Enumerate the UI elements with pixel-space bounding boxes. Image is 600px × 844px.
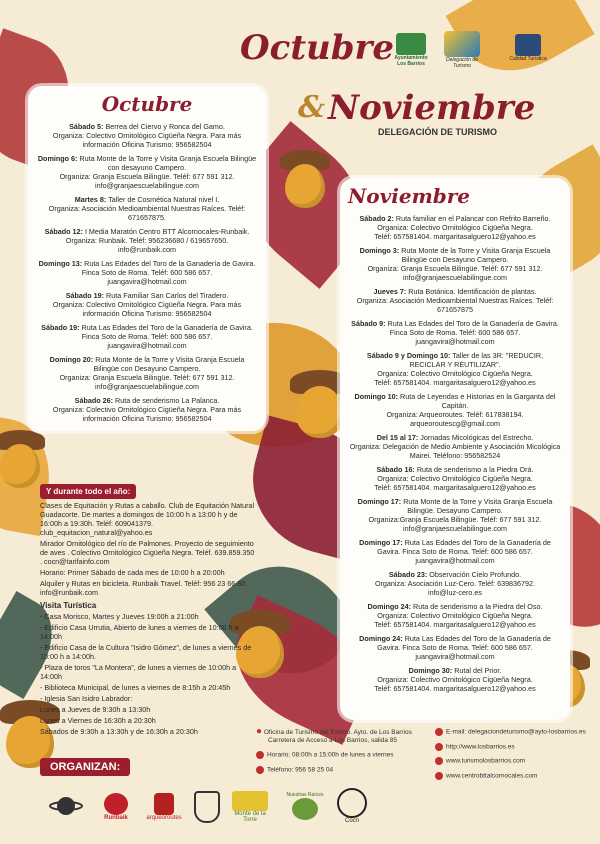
logo-saturn bbox=[48, 790, 84, 822]
event-line: Ruta Monte de la Torre y Visita Granja Escuela Bilingüe. Desayuno Campero. bbox=[403, 497, 553, 515]
event-item bbox=[348, 433, 562, 460]
event-line: Organiza: Asociación Medioambiental Nuestras Raíces. Teléf: 671657875. bbox=[48, 204, 246, 222]
event-date: Domingo 20: bbox=[49, 355, 94, 364]
event-item bbox=[348, 319, 562, 346]
logo-escudo bbox=[192, 790, 222, 824]
contact-left bbox=[256, 728, 426, 774]
event-line: Organiza: Colectivo Ornitológico Cigüeña Negra. Para más información Oficina Turismo: 956582504 bbox=[52, 131, 242, 149]
email-line[interactable]: E-mail: delegaciondeturismo@ayto-losbarrios.es bbox=[435, 728, 595, 737]
event-line: juangavira@hotmail.com bbox=[107, 341, 187, 350]
event-date: Sábado 5: bbox=[69, 122, 104, 131]
event-date: Domingo 17: bbox=[357, 497, 402, 506]
event-line: Ruta Monte de la Torre y Visita Granja Escuela Bilingüe con desayuno Campero. bbox=[79, 154, 257, 172]
web-icon bbox=[435, 743, 443, 751]
visita-item: - Iglesia San Isidro Labrador: bbox=[40, 694, 133, 703]
subtitle: DELEGACIÓN DE TURISMO bbox=[378, 127, 498, 137]
event-line: Ruta Las Edades del Toro de la Ganadería de Gavira. Finca Soto de Roma. Teléf: 600 586 657. bbox=[81, 323, 253, 341]
event-line: Ruta de senderismo a la Piedra del Oso. bbox=[413, 602, 543, 611]
event-line: Ruta Las Edades del Toro de la Ganadería de Gavira. Finca Soto de Roma. Teléf: 600 586 657. bbox=[81, 259, 256, 277]
logo-ayuntamiento: Ayuntamiento Los Barrios bbox=[390, 28, 432, 72]
event-item bbox=[348, 497, 562, 533]
event-line: arqueoroutescg@gmail.com bbox=[410, 419, 500, 428]
event-line: Organiza: Arqueoroutes. Teléf: 617838194. bbox=[386, 410, 524, 419]
event-item bbox=[348, 392, 562, 428]
event-item bbox=[36, 195, 258, 222]
event-line: Organiza: Runbaik. Teléf: 956236680 / 619657650. bbox=[65, 236, 229, 245]
horario-line: Horario: 08:00h a 15:00h de lunes a viernes bbox=[256, 751, 426, 760]
logo-monte-de-la-torre: Monte de la Torre bbox=[228, 790, 272, 824]
event-line: juangavira@hotmail.com bbox=[415, 652, 495, 661]
year-item: Alquiler y Rutas en bicicleta. Runbaik Travel. Teléf: 956 23 66 80. info@runbaik.com bbox=[40, 579, 248, 597]
event-line: Ruta de senderismo a la Piedra Orá. bbox=[416, 465, 534, 474]
event-date: Jueves 7: bbox=[373, 287, 407, 296]
event-date: Domingo 13: bbox=[38, 259, 83, 268]
event-line: Ruta familiar en el Palancar con Refrito Barreño. bbox=[395, 214, 551, 223]
event-date: Sábado 2: bbox=[359, 214, 394, 223]
direccion-line: Carretera de Acceso a Los Barrios, salida 85 bbox=[268, 737, 397, 744]
event-line: Ruta de Leyendas e Historias en la Garganta del Capitán. bbox=[400, 392, 556, 410]
event-line: Organiza: Colectivo Ornitológico Cigüeña Negra. Para más información Oficina Turismo: 956582504 bbox=[52, 405, 242, 423]
event-line: Organiza: Colectivo Ornitológico Cigüeña Negra. bbox=[377, 474, 533, 483]
visita-item: Lunes a Jueves de 9:30h a 13:30h bbox=[40, 705, 151, 714]
event-item bbox=[36, 355, 258, 391]
todo-el-ano-header: Y durante todo el año: bbox=[40, 484, 136, 499]
event-line: Organiza: Colectivo Ornitológico Cigüeña Negra. bbox=[377, 223, 533, 232]
event-date: Domingo 3: bbox=[359, 246, 400, 255]
octubre-panel bbox=[28, 86, 266, 431]
event-item bbox=[348, 538, 562, 565]
event-line: Organiza: Asociación Luz-Cero. Teléf: 639836792. bbox=[374, 579, 536, 588]
event-line: Taller de Cosmética Natural nivel I. bbox=[108, 195, 220, 204]
visita-item: - Casa Morisco, Martes y Jueves 19:00h a 21:00h bbox=[40, 612, 199, 621]
logo-cocn: Cocn bbox=[335, 788, 369, 824]
year-item: Mirador Ornitológico del río de Palmones. Proyecto de seguimiento de aves . Colectivo Ornitológico Cigüeña Negra. Teléf. 639.859.350 . cocn@tarifainfo.com bbox=[40, 539, 255, 566]
event-item bbox=[348, 351, 562, 387]
event-date: Martes 8: bbox=[74, 195, 107, 204]
event-item bbox=[36, 259, 258, 286]
octubre-events bbox=[36, 122, 258, 423]
visita-item: - Edificio Casa Urrutia, Abierto de lunes a viernes de 10:00 h a 14:00h bbox=[40, 623, 239, 641]
event-line: info@granjaescuelabilingue.com bbox=[95, 382, 199, 391]
event-item bbox=[36, 122, 258, 149]
event-date: Sábado 16: bbox=[376, 465, 415, 474]
event-item bbox=[348, 246, 562, 282]
logo-arqueoroutes: arqueoroutes bbox=[146, 790, 182, 824]
event-line: Organiza: Asociación Medioambiental Nuestras Raíces. Teléf: 671657875 bbox=[356, 296, 554, 314]
event-item bbox=[36, 396, 258, 423]
visita-title: Visita Turística bbox=[40, 601, 97, 610]
event-item bbox=[36, 227, 258, 254]
todo-el-ano-items bbox=[40, 501, 255, 597]
event-item bbox=[36, 154, 258, 190]
event-line: Organiza: Delegación de Medio Ambiente y Asociación Micológica Mairei. Teléfono: 956582524 bbox=[349, 442, 561, 460]
event-date: Sábado 23: bbox=[388, 570, 428, 579]
year-item: Horario: Primer Sábado de cada mes de 10:00 h a 20:00h bbox=[40, 568, 225, 577]
noviembre-panel bbox=[340, 178, 570, 720]
event-date: Sábado 12: bbox=[44, 227, 83, 236]
event-line: Organiza: Colectivo Ornitológico Cigüeña Negra. Para más información Oficina Turismo: 956582504 bbox=[52, 300, 242, 318]
event-line: I Media Maratón Centro BTT Alcornocales-Runbaik. bbox=[84, 227, 250, 236]
event-line: info@granjaescuelabilingue.com bbox=[95, 181, 199, 190]
event-line: Jornadas Micológicas del Estrecho. bbox=[420, 433, 534, 442]
event-line: Ruta Las Edades del Toro de la Ganadería de Gavira. Finca Soto de Roma. Teléf: 600 586 657. bbox=[377, 538, 551, 556]
event-line: Teléf: 657581404. margaritasalguero12@yahoo.es bbox=[374, 378, 536, 387]
event-date: Domingo 10: bbox=[354, 392, 399, 401]
event-item bbox=[348, 465, 562, 492]
event-line: Rutal del Prior. bbox=[454, 666, 502, 675]
year-item: Clases de Equitación y Rutas a caballo. Club de Equitación Natural Guadacorte. De martes a domingos de 10:00 h a 13:00 h y de 16:00h a 19:30h. Teléf: 609041379. club_equitacion_natural@yahoo.es bbox=[40, 501, 255, 537]
logo-delegacion-turismo: Delegación de Turismo bbox=[438, 26, 486, 74]
visita-items bbox=[40, 612, 255, 736]
phone-icon bbox=[256, 766, 264, 774]
event-line: info@runbaik.com bbox=[117, 245, 177, 254]
event-item bbox=[36, 323, 258, 350]
visita-item: Sábados de 9:30h a 13:30h y de 16:30h a 20:30h bbox=[40, 727, 198, 736]
event-line: juangavira@hotmail.com bbox=[415, 337, 495, 346]
event-line: info@granjaescuelabilingue.com bbox=[403, 524, 507, 533]
oficina-line: ● Oficina de Turismo del Excmo. Ayto. de Los Barrios bbox=[256, 726, 412, 737]
event-item bbox=[348, 666, 562, 693]
event-date: Domingo 24: bbox=[367, 602, 412, 611]
web-icon bbox=[435, 757, 443, 765]
event-line: Organiza: Granja Escuela Bilingüe. Teléf: 677 591 312. bbox=[367, 264, 543, 273]
event-line: Berrea del Ciervo y Ronca del Gamo. bbox=[105, 122, 225, 131]
todo-el-ano-section bbox=[40, 484, 255, 738]
event-line: Teléf: 657581404. margaritasalguero12@yahoo.es bbox=[374, 684, 536, 693]
event-line: Ruta Familiar San Carlos del Tiradero. bbox=[106, 291, 229, 300]
event-line: Ruta Monte de la Torre y Visita Granja Escuela Bilingüe con Desayuno Campero. bbox=[401, 246, 551, 264]
event-line: info@luz-cero.es bbox=[427, 588, 483, 597]
event-line: Organiza: Granja Escuela Bilingüe. Teléf: 677 591 312. bbox=[59, 373, 235, 382]
visita-item: - Biblioteca Municipal, de lunes a viernes de 8:15h a 20:45h bbox=[40, 683, 231, 692]
web-link-3[interactable]: www.centrobttalcornocales.com bbox=[435, 772, 595, 781]
visita-item: Lunes a Viernes de 16:30h a 20:30h bbox=[40, 716, 156, 725]
event-item bbox=[36, 291, 258, 318]
event-line: Ruta de senderismo La Palanca. bbox=[115, 396, 220, 405]
event-date: Sábado 9: bbox=[351, 319, 386, 328]
event-line: info@granjaescuelabilingue.com bbox=[403, 273, 507, 282]
web-link-2[interactable]: www.turismolosbarrios.com bbox=[435, 757, 595, 766]
organizan-label: ORGANIZAN: bbox=[40, 758, 130, 776]
event-line: Organiza:Granja Escuela Bilingüe. Teléf: 677 591 312. bbox=[368, 515, 542, 524]
event-line: Observación Cielo Profundo. bbox=[429, 570, 522, 579]
logo-calidad-turistica: Calidad Turística bbox=[498, 28, 558, 68]
event-line: Ruta Monte de la Torre y Visita Granja Escuela Bilingüe con Desayuno Campero. bbox=[93, 355, 245, 373]
event-date: Domingo 6: bbox=[37, 154, 78, 163]
clock-icon bbox=[256, 751, 264, 759]
event-line: Organiza: Colectivo Ornitológico Cigüeña Negra. bbox=[377, 369, 533, 378]
noviembre-events bbox=[348, 214, 562, 693]
event-date: Sábado 9 y Domingo 10: bbox=[366, 351, 451, 360]
title-noviembre: Noviembre bbox=[328, 88, 536, 128]
event-item bbox=[348, 602, 562, 629]
visita-item: - Edificio Casa de la Cultura "Isidro Gómez", de lunes a viernes de 10:00 h a 14:00h. bbox=[40, 643, 252, 661]
event-date: Del 15 al 17: bbox=[376, 433, 419, 442]
event-date: Sábado 19: bbox=[41, 323, 80, 332]
event-line: Ruta Las Edades del Toro de la Ganadería de Gavira. Finca Soto de Roma. Teléf: 600 586 657. bbox=[387, 319, 559, 337]
noviembre-panel-title: Noviembre bbox=[348, 184, 470, 208]
event-date: Domingo 17: bbox=[359, 538, 403, 547]
telefono-line: Teléfono: 956 58 25 04 bbox=[256, 766, 426, 775]
visita-item: - Plaza de toros "La Montera", de lunes a viernes de 10:00h a 14:00h bbox=[40, 663, 237, 681]
event-date: Sábado 19: bbox=[65, 291, 105, 300]
event-item bbox=[348, 287, 562, 314]
event-line: Organiza: Colectivo Ornitológico Cigüeña Negra. bbox=[377, 611, 533, 620]
logo-nuestras-raices: Nuestras Raíces bbox=[285, 788, 325, 824]
acorn-icon bbox=[280, 150, 330, 210]
event-line: juangavira@hotmail.com bbox=[415, 556, 495, 565]
event-item bbox=[348, 214, 562, 241]
web-icon bbox=[435, 772, 443, 780]
event-line: Ruta Botánica. Identificación de plantas. bbox=[408, 287, 537, 296]
web-link-1[interactable]: http://www.losbarrios.es bbox=[435, 743, 595, 752]
location-pin-icon: ● bbox=[256, 726, 263, 737]
event-line: Teléf: 657581404. margaritasalguero12@yahoo.es bbox=[374, 483, 536, 492]
logo-runbaik: Runbaik bbox=[98, 790, 134, 824]
octubre-panel-title: Octubre bbox=[101, 92, 193, 116]
event-item bbox=[348, 634, 562, 661]
event-date: Sábado 26: bbox=[74, 396, 114, 405]
contact-right bbox=[435, 728, 595, 781]
event-item bbox=[348, 570, 562, 597]
event-date: Domingo 30: bbox=[408, 666, 453, 675]
event-line: Teléf: 657581404. margaritasalguero12@yahoo.es bbox=[374, 232, 536, 241]
event-line: Ruta Las Edades del Toro de la Ganadería de Gavira. Finca Soto de Roma. Teléf: 600 586 657. bbox=[377, 634, 551, 652]
event-line: Taller de las 3R: "REDUCIR, RECICLAR Y REUTILIZAR". bbox=[409, 351, 544, 369]
event-line: Organiza: Colectivo Ornitológico Cigüeña Negra. bbox=[377, 675, 533, 684]
title-octubre: Octubre bbox=[240, 28, 395, 68]
email-icon bbox=[435, 728, 443, 736]
event-line: juangavira@hotmail.com bbox=[107, 277, 187, 286]
acorn-icon bbox=[0, 430, 45, 490]
event-date: Domingo 24: bbox=[359, 634, 403, 643]
title-ampersand: & bbox=[298, 90, 326, 125]
event-line: Organiza: Granja Escuela Bilingüe. Teléf: 677 591 312. bbox=[59, 172, 235, 181]
event-line: Teléf: 657581404. margaritasalguero12@yahoo.es bbox=[374, 620, 536, 629]
